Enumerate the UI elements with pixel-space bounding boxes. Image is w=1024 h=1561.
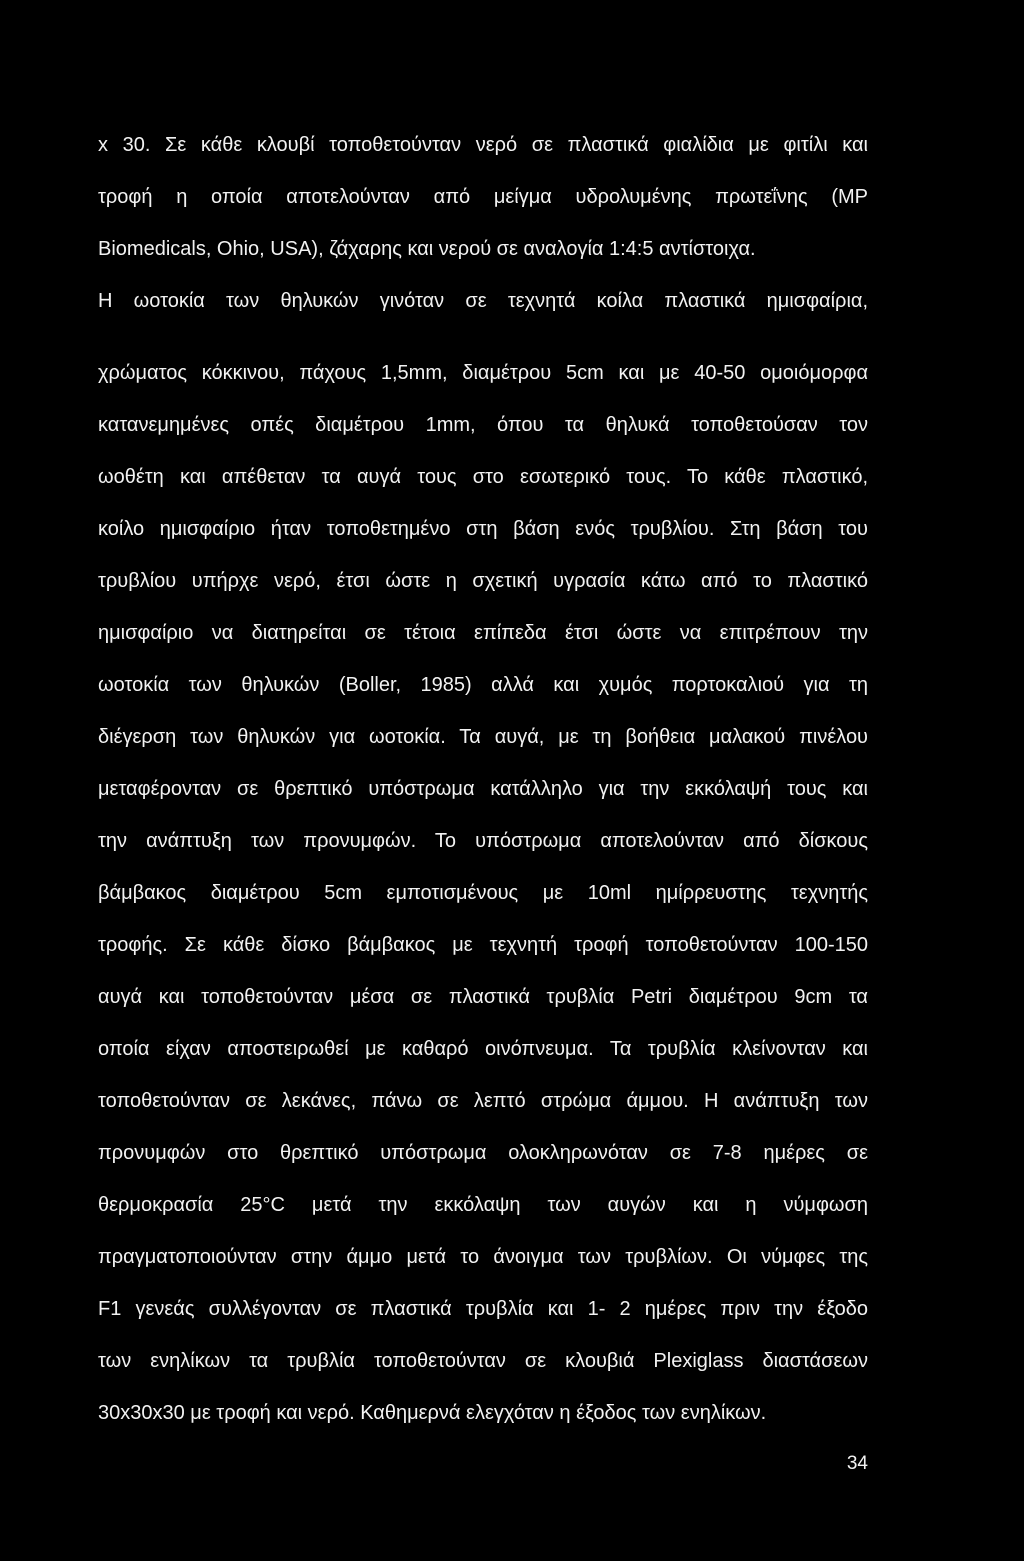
text-line: διέγερση των θηλυκών για ωοτοκία. Τα αυγά, με τη βοήθεια μαλακού πινέλου [98,726,868,748]
text-line: F1 γενεάς συλλέγονταν σε πλαστικά τρυβλία και 1- 2 ημέρες πριν την έξοδο [98,1298,868,1320]
text-line: χρώματος κόκκινου, πάχους 1,5mm, διαμέτρου 5cm και με 40-50 ομοιόμορφα [98,362,868,384]
text-line: ημισφαίριο να διατηρείται σε τέτοια επίπεδα έτσι ώστε να επιτρέπουν την [98,622,868,644]
text-line: θερμοκρασία 25°C μετά την εκκόλαψη των αυγών και η νύμφωση [98,1194,868,1216]
text-line: πραγματοποιούνταν στην άμμο μετά το άνοιγμα των τρυβλίων. Οι νύμφες της [98,1246,868,1268]
text-line: Biomedicals, Ohio, USA), ζάχαρης και νερού σε αναλογία 1:4:5 αντίστοιχα. [98,238,756,260]
text-line: αυγά και τοποθετούνταν μέσα σε πλαστικά τρυβλία Petri διαμέτρου 9cm τα [98,986,868,1008]
text-line: τροφής. Σε κάθε δίσκο βάμβακος με τεχνητή τροφή τοποθετούνταν 100-150 [98,934,868,956]
text-line: τρυβλίου υπήρχε νερό, έτσι ώστε η σχετική υγρασία κάτω από το πλαστικό [98,570,868,592]
text-line: ωοτοκία των θηλυκών (Boller, 1985) αλλά και χυμός πορτοκαλιού για τη [98,674,868,696]
text-line: μεταφέρονταν σε θρεπτικό υπόστρωμα κατάλληλο για την εκκόλαψή τους και [98,778,868,800]
text-line: Η ωοτοκία των θηλυκών γινόταν σε τεχνητά κοίλα πλαστικά ημισφαίρια, [98,290,868,312]
text-line: βάμβακος διαμέτρου 5cm εμποτισμένους με 10ml ημίρρευστης τεχνητής [98,882,868,904]
text-line: x 30. Σε κάθε κλουβί τοποθετούνταν νερό σε πλαστικά φιαλίδια με φιτίλι και [98,134,868,156]
text-line: τοποθετούνταν σε λεκάνες, πάνω σε λεπτό στρώμα άμμου. Η ανάπτυξη των [98,1090,868,1112]
text-line: οποία είχαν αποστειρωθεί με καθαρό οινόπνευμα. Τα τρυβλία κλείνονταν και [98,1038,868,1060]
text-line: 30x30x30 με τροφή και νερό. Καθημερνά ελεγχόταν η έξοδος των ενηλίκων. [98,1402,767,1424]
text-line: των ενηλίκων τα τρυβλία τοποθετούνταν σε κλουβιά Plexiglass διαστάσεων [98,1350,868,1372]
page-number: 34 [846,1453,868,1474]
text-line: κατανεμημένες οπές διαμέτρου 1mm, όπου τα θηλυκά τοποθετούσαν τον [98,414,868,436]
text-line: τροφή η οποία αποτελούνταν από μείγμα υδρολυμένης πρωτεΐνης (MP [98,186,868,208]
text-line: προνυμφών στο θρεπτικό υπόστρωμα ολοκληρωνόταν σε 7-8 ημέρες σε [98,1142,868,1164]
text-line: ωοθέτη και απέθεταν τα αυγά τους στο εσωτερικό τους. Το κάθε πλαστικό, [98,466,868,488]
text-line: κοίλο ημισφαίριο ήταν τοποθετημένο στη βάση ενός τρυβλίου. Στη βάση του [98,518,868,540]
text-line: την ανάπτυξη των προνυμφών. Το υπόστρωμα αποτελούνταν από δίσκους [98,830,868,852]
